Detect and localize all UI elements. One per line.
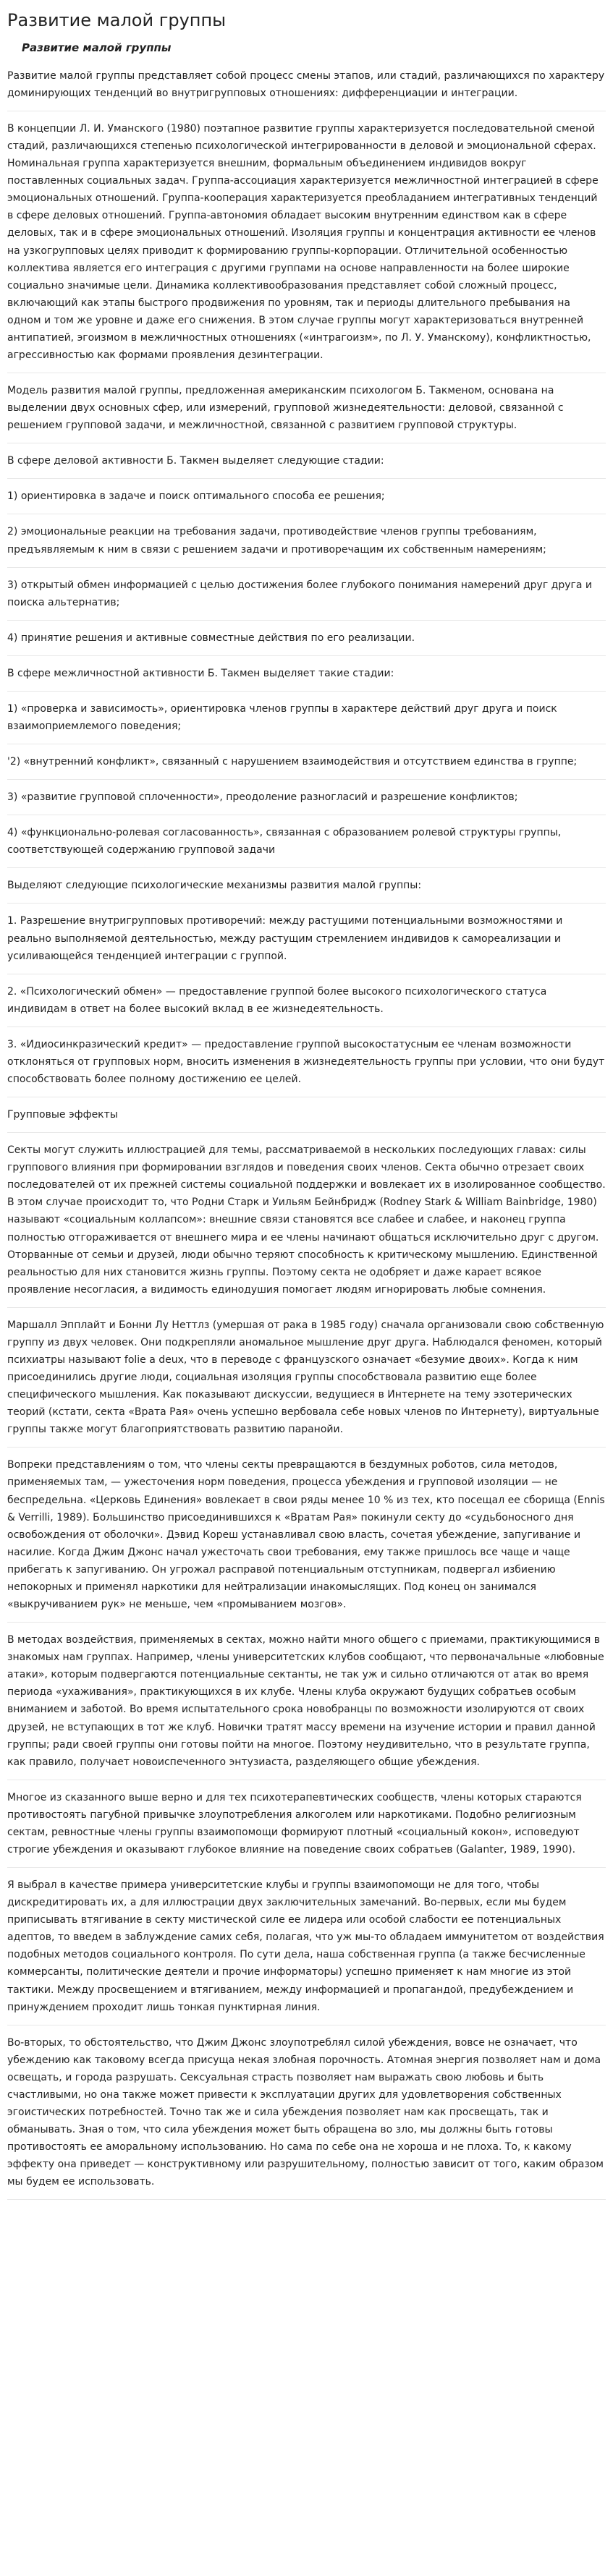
paragraph-divider (7, 1622, 606, 1623)
paragraph: 1) ориентировка в задаче и поиск оптимального способа ее решения; (7, 490, 385, 503)
paragraph-divider (7, 655, 606, 656)
article-body (7, 67, 606, 2201)
paragraph-divider (7, 1307, 606, 1308)
paragraph-divider (7, 1132, 606, 1133)
paragraph: Секты могут служить иллюстрацией для темы, рассматриваемой в нескольких последующих главах: силы группового влияния при формировании взглядов и поведения своих членов. Секта обычно отрезает своих последователей от их прежней системы социальной поддержки и вовлекает их в изолированное сообщество. В этом случае происходит то, что Родни Старк и Уильям Бейнбридж (Rodney Stark & William Bainbridge, 1980) называют «социальным коллапсом»: внешние связи становятся все слабее и слабее, и наконец группа полностью отгораживается от внешнего мира и ее члены начинают общаться исключительно друг с другом. Оторванные от семьи и друзей, люди обычно теряют способность к критическому мышлению. Единственной реальностью для них становится жизнь группы. Поэтому секта не одобряет и даже карает всякое проявление несогласия, а видимость единодушия помогает людям игнорировать любые сомнения. (7, 1144, 606, 1296)
paragraph: '2) «внутренний конфликт», связанный с нарушением взаимодействия и отсутствием единства в группе; (7, 756, 578, 768)
paragraph-divider (7, 567, 606, 568)
paragraph-divider (7, 478, 606, 479)
paragraph: Во-вторых, то обстоятельство, что Джим Джонс злоупотреблял силой убеждения, вовсе не означает, что убеждению как таковому всегда присуща некая злобная порочность. Атомная энергия позволяет нам и дома освещать, и города разрушать. Сексуальная страсть позволяет нам выражать свою любовь и быть счастливыми, но она также может привести к эксплуатации других для удовлетворения собственных эгоистических потребностей. Точно так же и сила убеждения позволяет нам как просвещать, так и обманывать. Зная о том, что сила убеждения может быть обращена во зло, мы должны быть готовы противостоять ее аморальному использованию. Но сама по себе она не хороша и не плоха. То, к какому эффекту она приведет — конструктивному или разрушительному, полностью зависит от того, каким образом мы будем ее использовать. (7, 2036, 604, 2188)
paragraph-divider (7, 867, 606, 868)
paragraph: Я выбрал в качестве примера университетские клубы и группы взаимопомощи не для того, чтобы дискредитировать их, а для иллюстрации двух заключительных замечаний. Во-первых, если мы будем приписывать втягивание в секту мистической силе ее лидера или особой слабости ее потенциальных адептов, то введем в заблуждение самих себя, полагая, что уж мы-то обладаем иммунитетом от воздействия подобных методов социального контроля. По сути дела, наша собственная группа (а также бесчисленные коммерсанты, политические деятели и прочие информаторы) успешно применяет к нам многие из этой тактики. Между просвещением и втягиванием, между информацией и пропагандой, предубеждением и принуждением проходит лишь тонкая пунктирная линия. (7, 1879, 604, 2013)
paragraph: 3) открытый обмен информацией с целью достижения более глубокого понимания намерений друг друга и поиска альтернатив; (7, 579, 592, 608)
paragraph: 4) «функционально-ролевая согласованность», связанная с образованием ролевой структуры группы, соответствующей содержанию групповой задачи (7, 827, 562, 856)
paragraph-divider (7, 2199, 606, 2200)
page-title: Развитие малой группы (7, 10, 227, 30)
paragraph-divider (7, 691, 606, 692)
paragraph: Развитие малой группы представляет собой процесс смены этапов, или стадий, различающихся по характеру доминирующих тенденций во внутригрупповых отношениях: дифференциации и интеграции. (7, 69, 605, 99)
paragraph: Выделяют следующие психологические механизмы развития малой группы: (7, 880, 422, 892)
paragraph: 2) эмоциональные реакции на требования задачи, противодействие членов группы требованиям, предъявляемым к ним в связи с решением задачи и противоречащим их собственным намерениям; (7, 526, 546, 556)
paragraph-divider (7, 903, 606, 904)
paragraph: В сфере межличностной активности Б. Такмен выделяет такие стадии: (7, 667, 394, 679)
paragraph-divider (7, 1026, 606, 1027)
paragraph: Групповые эффекты (7, 1109, 118, 1121)
paragraph: В концепции Л. И. Уманского (1980) поэтапное развитие группы характеризуется последовательной сменой стадий, различающихся степенью психологической интегрированности в деловой и эмоциональной сферах. Номинальная группа характеризуется внешним, формальным объединением индивидов вокруг поставленных социальных задач. Группа-ассоциация характеризуется межличностной интеграцией в сфере эмоциональных отношений. Группа-кооперация характеризуется преобладанием интегративных тенденций в сфере деловых отношений. Группа-автономия обладает высоким внутренним единством как в сфере деловых, так и в сфере эмоциональных отношений. Изоляция группы и концентрация активности ее членов на узкогрупповых целях приводит к формированию группы-корпорации. Отличительной особенностью коллектива является его интеграция с другими группами на основе направленности на более широкие социально значимые цели. Динамика коллективообразования представляет собой сложный процесс, включающий как этапы быстрого продвижения по уровням, так и периоды длительного пребывания на одном и том же уровне и даже его снижения. В этом случае группы могут характеризоваться внутренней антипатией, эгоизмом в межличностных отношениях («интрагоизм», по Л. У. Уманскому), конфликтностью, агрессивностью как формами проявления дезинтеграции. (7, 122, 599, 361)
paragraph: 1) «проверка и зависимость», ориентировка членов группы в характере действий друг друга и поиск взаимоприемлемого поведения; (7, 702, 557, 732)
paragraph: В методах воздействия, применяемых в сектах, можно найти много общего с приемами, практикующимися в знакомых нам группах. Например, члены университетских клубов сообщают, что первоначальные «любовные атаки», которым подвергаются потенциальные сектанты, не так уж и сильно отличаются от атак во время периода «ухаживания», практикующихся в их клубе. Члены клуба окружают будущих собратьев особым вниманием и заботой. Во время испытательного срока новобранцы по возможности изолируются от своих друзей, не вступающих в тот же клуб. Новички тратят массу времени на изучение истории и правил данной группы; ради своей группы они готовы пойти на многое. Поэтому неудивительно, что в результате группа, как правило, получает новоиспеченного энтузиаста, разделяющего общие убеждения. (7, 1634, 604, 1768)
paragraph: Вопреки представлениям о том, что члены секты превращаются в бездумных роботов, сила методов, применяемых там, — ужесточения норм поведения, процесса убеждения и групповой изоляции — не беспредельна. «Церковь Единения» вовлекает в свои ряды менее 10 % из тех, кто посещал ее сборища (Ennis & Verrilli, 1989). Большинство присоединившихся к «Вратам Рая» покинули секту до «судьбоносного дня освобождения от оболочки». Дэвид Кореш устанавливал свою власть, сочетая убеждение, запугивание и насилие. Когда Джим Джонс начал ужесточать свои требования, ему также пришлось все чаще и чаще прибегать к запугиванию. Он угрожал расправой потенциальным отступникам, подвергал избиению непокорных и применял наркотики для нейтрализации инакомыслящих. Под конец он занимался «выкручиванием рук» не меньше, чем «промыванием мозгов». (7, 1459, 605, 1611)
section-subtitle: Развитие малой группы (22, 41, 172, 54)
paragraph: В сфере деловой активности Б. Такмен выделяет следующие стадии: (7, 455, 384, 467)
paragraph: 1. Разрешение внутригрупповых противоречий: между растущими потенциальными возможностями и реально выполняемой деятельностью, между растущим стремлением индивидов к самореализации и усиливающейся тенденцией интеграции с группой. (7, 915, 563, 962)
paragraph-divider (7, 620, 606, 621)
paragraph-divider (7, 779, 606, 780)
paragraph: 3. «Идиосинкразический кредит» — предоставление группой высокостатусным ее членам возможности отклоняться от групповых норм, вносить изменения в жизнедеятельность группы при условии, что они будут способствовать более полному достижению ее целей. (7, 1038, 605, 1085)
paragraph: Модель развития малой группы, предложенная американским психологом Б. Такменом, основана на выделении двух основных сфер, или измерений, групповой жизнедеятельности: деловой, связанной с решением групповой задачи, и межличностной, связанной с развитием групповой структуры. (7, 385, 564, 432)
paragraph-divider (7, 1447, 606, 1448)
paragraph: 4) принятие решения и активные совместные действия по его реализации. (7, 632, 415, 644)
paragraph: 2. «Психологический обмен» — предоставление группой более высокого психологического статуса индивидам в ответ на более высокий вклад в ее жизнедеятельность. (7, 985, 547, 1015)
paragraph: 3) «развитие групповой сплоченности», преодоление разногласий и разрешение конфликтов; (7, 791, 518, 804)
paragraph-divider (7, 1867, 606, 1868)
paragraph: Маршалл Эпплайт и Бонни Лу Неттлз (умершая от рака в 1985 году) сначала организовали свою собственную группу из двух человек. Они подкрепляли аномальное мышление друг друга. Наблюдался феномен, который психиатры называют folie a deux, что в переводе с французского означает «безумие двоих». Когда к ним присоединились другие люди, социальная изоляция группы способствовала развитию еще более специфического мышления. Как показывают дискуссии, ведущиеся в Интернете на тему эзотерических теорий (кстати, секта «Врата Рая» очень успешно вербовала себе новых членов по Интернету), виртуальные группы также могут благоприятствовать развитию паранойи. (7, 1319, 604, 1436)
paragraph: Многое из сказанного выше верно и для тех психотерапевтических сообществ, члены которых стараются противостоять пагубной привычке злоупотребления алкоголем или наркотиками. Подобно религиозным сектам, ревностные члены группы взаимопомощи формируют плотный «социальный кокон», исповедуют строгие убеждения и оказывают глубокое влияние на поведение своих собратьев (Galanter, 1989, 1990). (7, 1791, 582, 1856)
